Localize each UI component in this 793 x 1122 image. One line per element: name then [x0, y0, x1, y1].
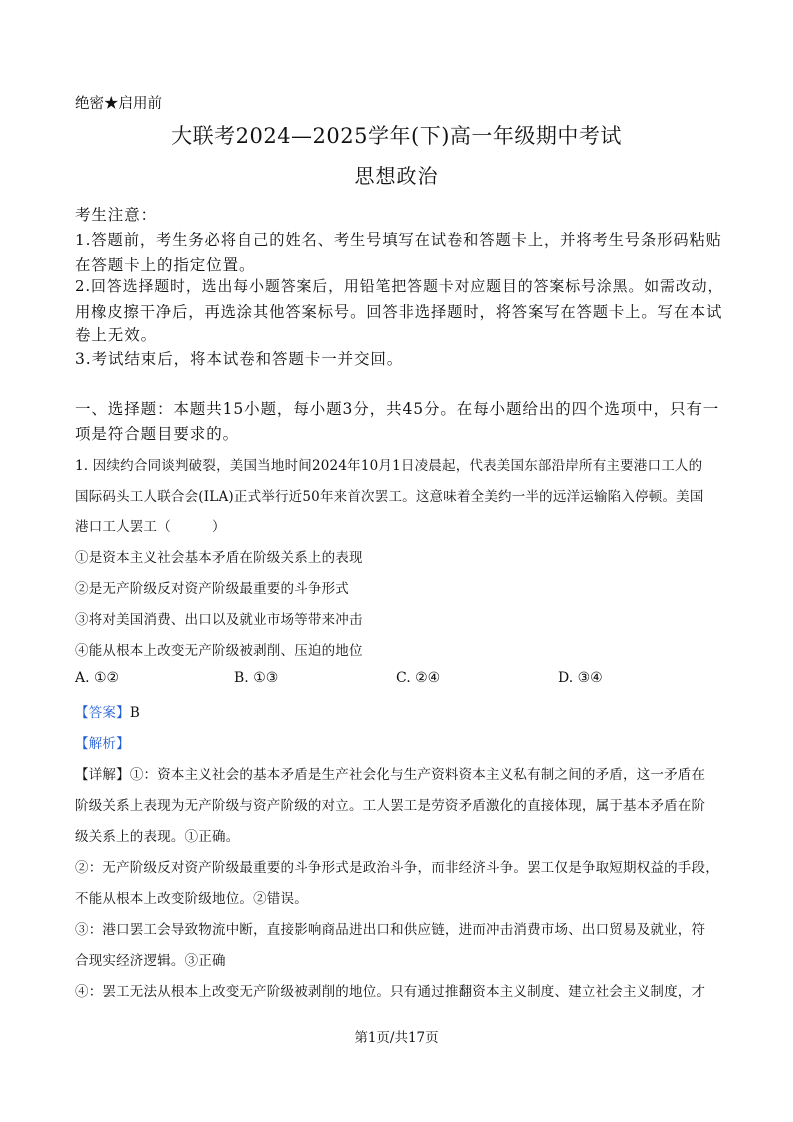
option-a: A. ①② [75, 670, 120, 686]
question-stem: 港口工人罢工（ ） [75, 519, 226, 535]
analysis-tag: 【解析】 [75, 736, 130, 752]
analysis-text: 不能从根本上改变阶级地位。②错误。 [75, 891, 308, 907]
notice-line: 1.答题前，考生务必将自己的姓名、考生号填写在试卷和答题卡上，并将考生号条形码粘贴 [75, 231, 722, 249]
statement: ①是资本主义社会基本矛盾在阶级关系上的表现 [75, 550, 363, 566]
analysis-text: ③：港口罢工会导致物流中断，直接影响商品进出口和供应链，进而冲击消费市场、出口贸易及就业，符 [75, 922, 706, 938]
notice-line: 3.考试结束后，将本试卷和答题卡一并交回。 [75, 350, 404, 368]
detail-tag: 【详解】 [75, 767, 130, 783]
notice-line: 卷上无效。 [75, 326, 158, 344]
notice-heading: 考生注意： [75, 206, 158, 224]
analysis-line [75, 732, 130, 752]
analysis-text: 合现实经济逻辑。③正确 [75, 953, 226, 969]
analysis-text: 阶级关系上表现为无产阶级与资产阶级的对立。工人罢工是劳资矛盾激化的直接体现，属于基本矛盾在阶 [75, 798, 706, 814]
notice-line: 2.回答选择题时，选出每小题答案后，用铅笔把答题卡对应题目的答案标号涂黑。如需改动， [75, 277, 724, 295]
statement: ③将对美国消费、出口以及就业市场等带来冲击 [75, 612, 363, 628]
notice-line: 在答题卡上的指定位置。 [75, 256, 256, 274]
question-stem: 国际码头工人联合会(ILA)正式举行近50年来首次罢工。这意味着全美约一半的远洋运输陷入停顿。美国 [75, 489, 704, 505]
analysis-text: ④：罢工无法从根本上改变无产阶级被剥削的地位。只有通过推翻资本主义制度、建立社会主义制度，才 [75, 984, 706, 1000]
answer-line [75, 701, 140, 721]
answer-tag: 【答案】 [75, 705, 130, 721]
option-c: C. ②④ [396, 670, 441, 686]
question-stem: 1. 因续约合同谈判破裂，美国当地时间2024年10月1日凌晨起，代表美国东部沿岸所有主要港口工人的 [75, 458, 703, 474]
section-instruction: 一、选择题：本题共15小题，每小题3分，共45分。在每小题给出的四个选项中，只有一 [75, 400, 720, 418]
notice-line: 用橡皮擦干净后，再选涂其他答案标号。回答非选择题时，将答案写在答题卡上。写在本试 [75, 303, 723, 321]
analysis-text: ①：资本主义社会的基本矛盾是生产社会化与生产资料资本主义私有制之间的矛盾，这一矛盾在 [129, 767, 706, 783]
subject-title: 思想政治 [354, 164, 439, 188]
statement: ④能从根本上改变无产阶级被剥削、压迫的地位 [75, 643, 363, 659]
confidential-label: 绝密★启用前 [75, 96, 162, 112]
page-number: 第1页/共17页 [354, 1030, 439, 1046]
option-d: D. ③④ [558, 670, 603, 686]
analysis-text: 级关系上的表现。①正确。 [75, 829, 240, 845]
answer-value: B [129, 705, 140, 721]
analysis-text: ②：无产阶级反对资产阶级最重要的斗争形式是政治斗争，而非经济斗争。罢工仅是争取短期权益的手段， [75, 860, 719, 876]
exam-title: 大联考2024—2025学年(下)高一年级期中考试 [171, 124, 622, 148]
statement: ②是无产阶级反对资产阶级最重要的斗争形式 [75, 581, 349, 597]
section-instruction: 项是符合题目要求的。 [75, 425, 240, 443]
analysis-paragraph [75, 763, 705, 783]
option-b: B. ①③ [234, 670, 279, 686]
